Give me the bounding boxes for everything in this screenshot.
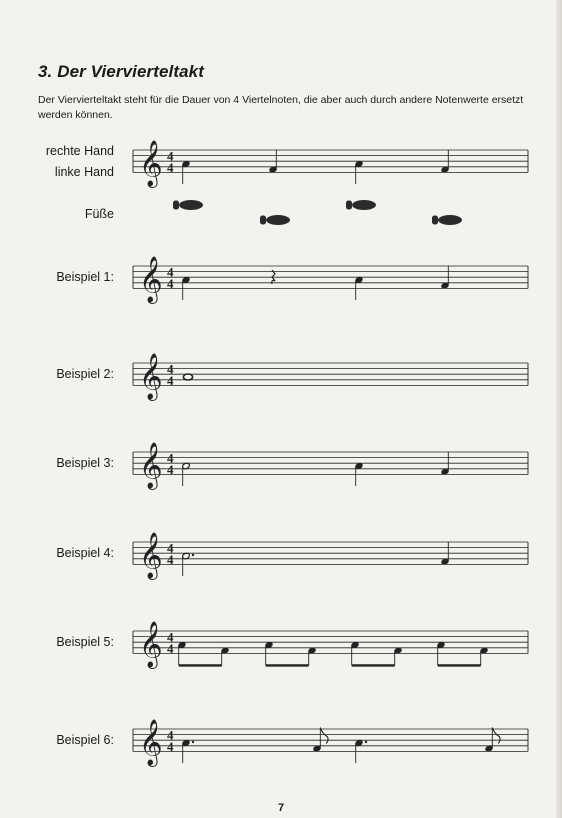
staff-example-4 — [133, 532, 528, 580]
staff-example-5 — [133, 621, 528, 669]
footprint-icon — [432, 215, 462, 225]
time-signature-bottom: 4 — [167, 275, 174, 291]
treble-clef-icon: 𝄞 — [139, 256, 163, 303]
staff-example-3 — [133, 442, 528, 490]
page-number: 7 — [277, 802, 285, 814]
example-label-1: Beispiel 1: — [56, 270, 114, 284]
footprint-sole — [438, 215, 462, 225]
footprint-sole — [352, 200, 376, 210]
treble-clef-icon: 𝄞 — [139, 621, 163, 668]
time-signature-top: 4 — [167, 361, 174, 377]
footprint-heel — [173, 201, 179, 210]
example-label-3: Beispiel 3: — [56, 456, 114, 470]
time-signature-top: 4 — [167, 450, 174, 466]
footprint-icon — [173, 200, 203, 210]
staff-example-2 — [133, 353, 528, 401]
footprint-heel — [432, 216, 438, 225]
footprint-sole — [179, 200, 203, 210]
footprint-sole — [266, 215, 290, 225]
treble-clef-icon: 𝄞 — [139, 532, 163, 579]
example-label-6: Beispiel 6: — [56, 733, 114, 747]
eighth-flag — [320, 728, 328, 744]
time-signature-top: 4 — [167, 148, 174, 164]
example-label-4: Beispiel 4: — [56, 546, 114, 560]
time-signature-top: 4 — [167, 727, 174, 743]
treble-clef-icon: 𝄞 — [139, 353, 163, 400]
feet-label: Füße — [84, 207, 114, 221]
time-signature-bottom: 4 — [167, 461, 174, 477]
time-signature-bottom: 4 — [167, 551, 174, 567]
page-title: 3. Der Viervierteltakt — [38, 62, 204, 81]
augmentation-dot — [365, 741, 367, 743]
footprint-heel — [260, 216, 266, 225]
augmentation-dot — [192, 554, 194, 556]
treble-clef-icon: 𝄞 — [139, 719, 163, 766]
feet-row — [173, 200, 462, 225]
time-signature-top: 4 — [167, 540, 174, 556]
intro-text: Der Viervierteltakt steht für die Dauer von 4 Viertelnoten, die aber auch durch andere Notenwerte ersetzt werden können. — [38, 94, 524, 121]
left-hand-label: linke Hand — [54, 165, 114, 179]
time-signature-bottom: 4 — [167, 372, 174, 388]
footprint-heel — [346, 201, 352, 210]
staff-example-6 — [133, 719, 528, 767]
time-signature-top: 4 — [167, 629, 174, 645]
time-signature-bottom: 4 — [167, 738, 174, 754]
staff-example-1 — [133, 256, 528, 304]
footprint-icon — [260, 215, 290, 225]
staff-hands — [133, 140, 528, 188]
eighth-flag — [492, 728, 500, 744]
example-label-2: Beispiel 2: — [56, 367, 114, 381]
example-label-5: Beispiel 5: — [56, 635, 114, 649]
whole-note-head — [183, 374, 192, 380]
right-hand-label: rechte Hand — [45, 144, 114, 158]
treble-clef-icon: 𝄞 — [139, 442, 163, 489]
time-signature-bottom: 4 — [167, 640, 174, 656]
treble-clef-icon: 𝄞 — [139, 140, 163, 187]
augmentation-dot — [192, 741, 194, 743]
time-signature-bottom: 4 — [167, 159, 174, 175]
footprint-icon — [346, 200, 376, 210]
time-signature-top: 4 — [167, 264, 174, 280]
